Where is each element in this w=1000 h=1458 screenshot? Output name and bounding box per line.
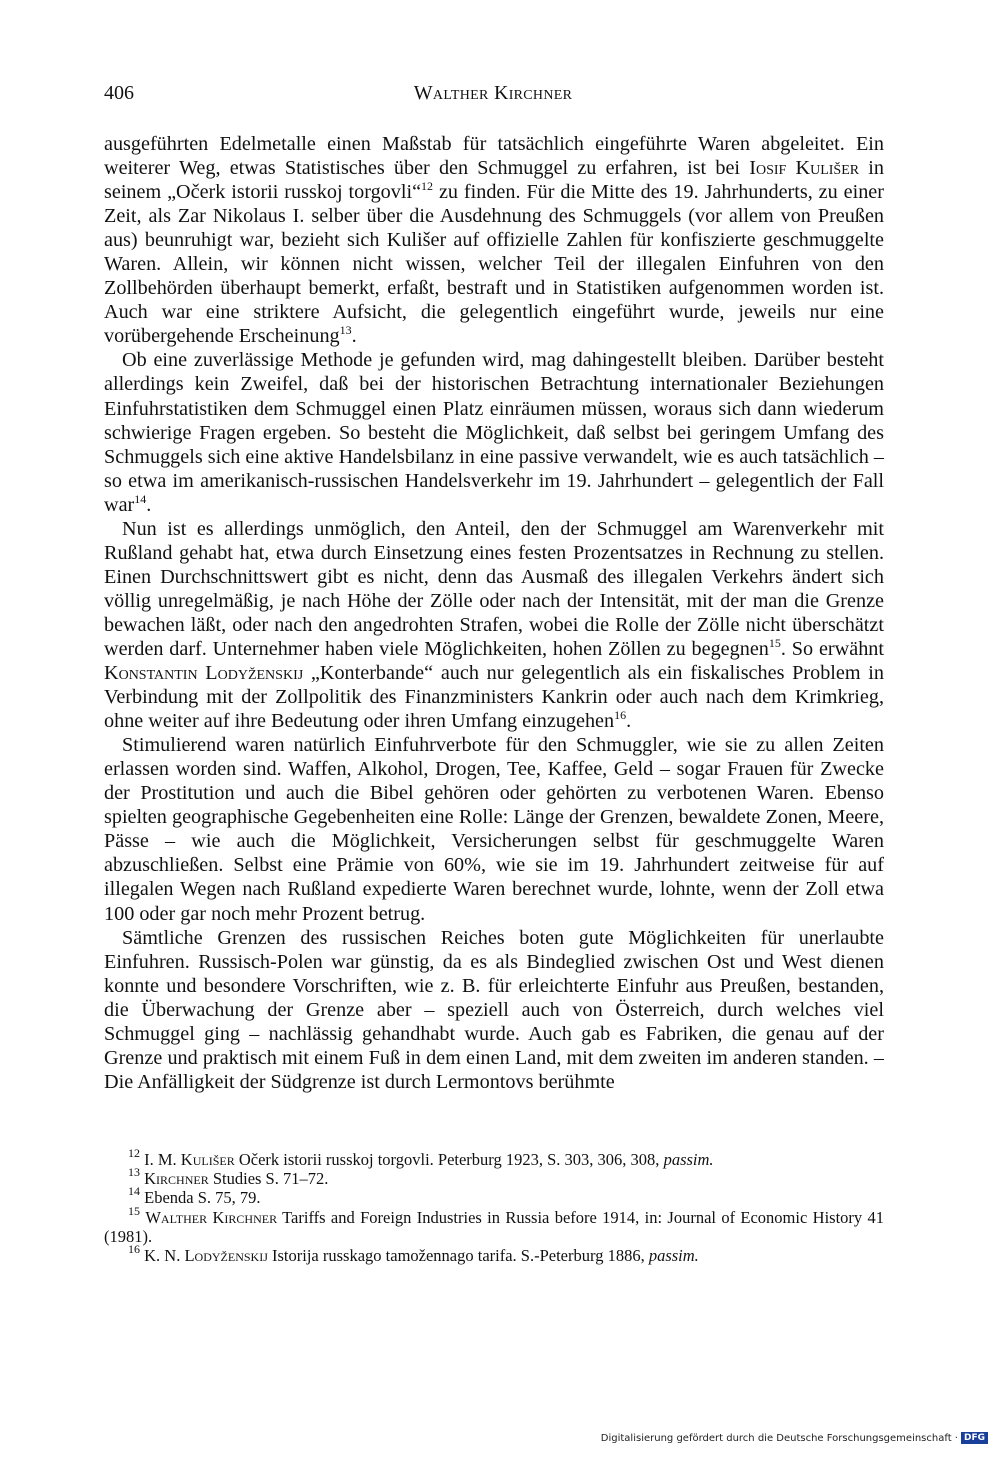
footnote-number: 13 bbox=[128, 1165, 140, 1180]
text-run: Ob eine zuverlässige Methode je gefunden wird, mag dahingestellt bleiben. Darüber besteht allerdings kein Zweifel, daß bei der historischen Betrachtung internationaler Beziehungen Einfuhrstatistiken dem Schmuggel einen Platz einräumen müssen, woraus sich dann wiederum schwierige Fragen ergeben. So besteht die Möglichkeit, daß selbst bei geringem Umfang des Schmuggels sich eine aktive Handelsbilanz in eine passive verwandelt, wie es auch tatsächlich – so etwa im amerikanisch-russischen Handelsverkehr im 19. Jahrhundert – gelegentlich der Fall war bbox=[104, 349, 884, 516]
text-run: Sämtliche Grenzen des russischen Reiches boten gute Möglichkeiten für unerlaubte Einfuhren. Russisch-Polen war günstig, da es als Bindeglied zwischen Ost und West dienen konnte und besondere Vorschriften, wie z. B. für erleichterte Einfuhr aus Preußen, bestanden, die Überwachung der Grenze aber – speziell auch von Österreich, durch welches viel Schmuggel ging – nachlässig gehandhabt wurde. Auch gab es Fabriken, die genau auf der Grenze und praktisch mit einem Fuß in dem einen Land, mit dem zweiten im anderen standen. – Die Anfälligkeit der Südgrenze ist durch Lermontovs berühmte bbox=[104, 926, 884, 1093]
text-run: . So erwähnt bbox=[780, 637, 884, 660]
footnote bbox=[104, 1242, 884, 1266]
text-run: Tariffs and Foreign Industries in Russia before 1914, in: Journal of Economic History 41 (1981). bbox=[104, 1207, 884, 1246]
footnote bbox=[104, 1184, 884, 1208]
paragraph bbox=[104, 132, 884, 348]
text-run: . bbox=[146, 493, 152, 516]
footnote bbox=[104, 1165, 884, 1189]
text-run: . bbox=[626, 710, 632, 733]
footnote-marker: 12 bbox=[421, 179, 434, 194]
text-run: Stimulierend waren natürlich Einfuhrverbote für den Schmuggler, wie sie zu allen Zeiten erlassen worden sind. Waffen, Alkohol, Drogen, Tee, Kaffee, Geld – sogar Frauen für Zwecke der Prostitution und auch die Bibel gehören oder gehörten zu verbotenen Waren. Ebenso spielten geographische Gegebenheiten eine Rolle: Länge der Grenzen, bewaldete Zonen, Meere, Pässe – wie auch die Möglichkeit, Versicherungen selbst für geschmuggelte Waren abzuschließen. Selbst eine Prämie von 60%, wie sie im 19. Jahrhundert zeitweise für auf illegalen Wegen nach Rußland expedierte Waren berechnet wurde, lohnte, wenn der Zoll etwa 100 oder gar noch mehr Prozent betrug. bbox=[104, 734, 884, 925]
footnote-marker: 14 bbox=[134, 491, 147, 506]
paragraph bbox=[104, 348, 884, 516]
footnote bbox=[104, 1146, 884, 1169]
text-run: in seinem „Očerk istorii russkoj torgovli“ bbox=[104, 157, 884, 204]
footnote-marker: 13 bbox=[339, 323, 352, 338]
paragraph bbox=[104, 733, 884, 925]
footer-text: Digitalisierung gefördert durch die Deutsche Forschungsgemeinschaft · bbox=[600, 1432, 958, 1444]
italic-text: passim. bbox=[648, 1246, 699, 1266]
footnote-marker: 16 bbox=[614, 708, 627, 723]
body-text bbox=[104, 132, 884, 1094]
footnotes bbox=[104, 1146, 884, 1266]
text-run: I. M. bbox=[144, 1150, 181, 1169]
text-run: . bbox=[351, 325, 357, 348]
text-run: Istorija russkago tamožennago tarifa. S.-Peterburg 1886, bbox=[267, 1246, 649, 1266]
text-run: Nun ist es allerdings unmöglich, den Anteil, den der Schmuggel am Warenverkehr mit Rußland gehabt hat, etwa durch Einsetzung eines festen Prozentsatzes in Rechnung zu stellen. Einen Durchschnittswert gibt es nicht, denn das Ausmaß des illegalen Verkehrs ändert sich völlig unregelmäßig, je nach Höhe der Zölle oder nach der Intensität, mit der man die Grenze bewachen läßt, oder nach den angedrohten Strafen, wobei die Rolle der Zölle nicht überschätzt werden darf. Unternehmer haben viele Möglichkeiten, hohen Zöllen zu begegnen bbox=[104, 517, 884, 660]
text-run: Ebenda S. 75, 79. bbox=[144, 1188, 261, 1208]
text-run: K. N. bbox=[144, 1246, 185, 1266]
author-name: Kulišer bbox=[180, 1150, 235, 1169]
text-run: „Konterbande“ auch nur gelegentlich als ein fiskalisches Problem in Verbindung mit der Zollpolitik des Finanzministers Kankrin oder auch nach dem Krimkrieg, ohne weiter auf ihre Bedeutung oder ihren Umfang einzugehen bbox=[104, 662, 885, 733]
digitization-footer bbox=[601, 1432, 988, 1444]
text-run: Očerk istorii russkoj torgovli. Peterburg 1923, S. 303, 306, 308, bbox=[234, 1150, 664, 1169]
author-name: Iosif Kulišer bbox=[749, 157, 860, 180]
footnote-number: 14 bbox=[128, 1184, 140, 1199]
footnote-number: 15 bbox=[128, 1203, 140, 1218]
footnote-marker: 15 bbox=[768, 635, 781, 650]
text-run: Studies S. 71–72. bbox=[208, 1169, 329, 1189]
author-name: Kirchner bbox=[144, 1169, 209, 1189]
text-run: ausgeführten Edelmetalle einen Maßstab für tatsächlich eingeführte Waren abgeleitet. Ein weiterer Weg, etwas Statistisches über den Schmuggel zu erfahren, ist bei bbox=[104, 133, 884, 180]
author-name: Lodyženskij bbox=[184, 1246, 268, 1266]
running-head: Walther Kirchner bbox=[413, 82, 573, 104]
paragraph bbox=[104, 517, 884, 733]
footnote-number: 12 bbox=[128, 1146, 140, 1160]
dfg-logo: DFG bbox=[961, 1432, 988, 1444]
author-name: Walther Kirchner bbox=[145, 1207, 278, 1227]
footnote bbox=[104, 1203, 884, 1246]
italic-text: passim. bbox=[663, 1150, 714, 1169]
text-run: zu finden. Für die Mitte des 19. Jahrhunderts, zu einer Zeit, als Zar Nikolaus I. selber über die Ausdehnung des Schmuggels (vor allem von Preußen aus) beunruhigt war, bezieht sich Kulišer auf offizielle Zahlen für konfiszierte geschmuggelte Waren. Allein, wir können nicht wissen, welcher Teil der illegalen Einfuhren von den Zollbehörden überhaupt bemerkt, erfaßt, bestraft und in Statistiken aufgenommen worden ist. Auch war eine striktere Aufsicht, die gelegentlich eingeführt wurde, jeweils nur eine vorübergehende Erscheinung bbox=[104, 181, 884, 348]
page-header bbox=[104, 82, 882, 112]
footnote-number: 16 bbox=[128, 1242, 140, 1257]
page-number: 406 bbox=[104, 82, 134, 104]
paragraph bbox=[104, 926, 884, 1094]
author-name: Konstantin Lodyženskij bbox=[104, 662, 304, 685]
